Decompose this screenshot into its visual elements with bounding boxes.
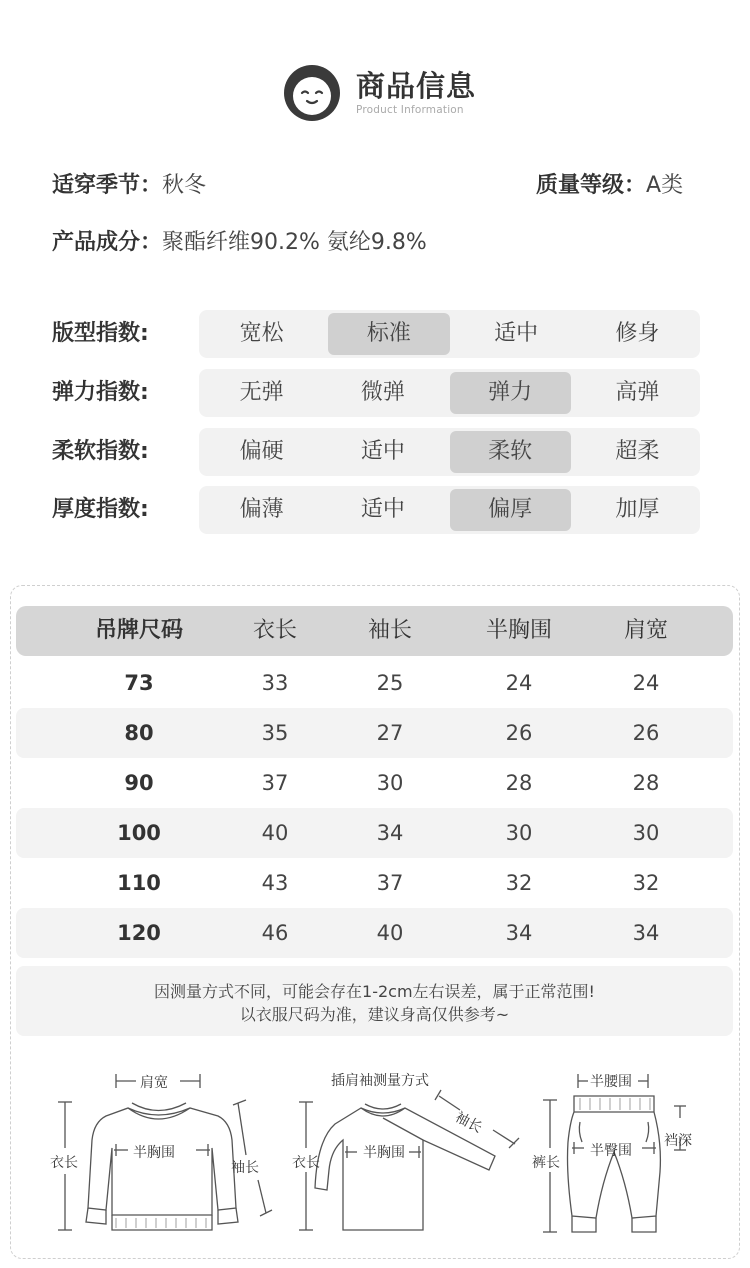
note-line-1: 因测量方式不同，可能会存在1-2cm左右误差，属于正常范围! (154, 982, 595, 1001)
section-header (284, 62, 476, 124)
table-cell: 28 (632, 771, 660, 795)
sweater-sleeve-label: 袖长 (231, 1160, 259, 1176)
pants-rise-label: 裆深 (664, 1133, 692, 1149)
index-row (52, 369, 700, 417)
index-option: 加厚 (615, 497, 660, 522)
table-row (16, 908, 733, 958)
table-header-cell: 肩宽 (623, 618, 669, 643)
table-cell: 80 (124, 721, 154, 745)
season-key: 适穿季节： (52, 173, 163, 198)
table-header-cell: 吊牌尺码 (94, 618, 184, 643)
table-cell: 90 (124, 771, 154, 795)
table-cell: 30 (505, 821, 533, 845)
table-cell: 73 (124, 671, 154, 695)
index-row (52, 486, 700, 534)
index-label: 厚度指数: (52, 497, 149, 522)
table-row (16, 658, 733, 708)
table-cell: 34 (376, 821, 404, 845)
grade-info (536, 171, 683, 201)
pants-waist-label: 半腰围 (590, 1074, 632, 1090)
raglan-title-label: 插肩袖测量方式 (331, 1073, 429, 1089)
index-option: 高弹 (615, 380, 660, 405)
table-cell: 120 (117, 921, 161, 945)
sweater-shoulder-label: 肩宽 (140, 1075, 168, 1091)
table-cell: 34 (505, 921, 533, 945)
material-key: 产品成分： (52, 230, 163, 255)
material-value: 聚酯纤维90.2% 氨纶9.8% (162, 230, 427, 255)
table-row (16, 758, 733, 808)
index-row (52, 428, 700, 476)
table-cell: 28 (505, 771, 533, 795)
table-cell: 40 (376, 921, 404, 945)
measurement-note (16, 966, 733, 1036)
index-label: 版型指数: (52, 321, 149, 346)
index-option-selected: 标准 (328, 313, 449, 355)
table-cell: 30 (632, 821, 660, 845)
table-cell: 26 (505, 721, 533, 745)
raglan-sleeve-label: 袖长 (452, 1109, 485, 1137)
table-cell: 46 (261, 921, 289, 945)
pants-length-label: 裤长 (532, 1155, 560, 1171)
table-cell: 35 (261, 721, 289, 745)
table-row (16, 858, 733, 908)
table-cell: 26 (632, 721, 660, 745)
index-option: 适中 (360, 497, 405, 522)
index-option: 偏硬 (239, 439, 284, 464)
index-options (199, 428, 700, 476)
table-cell: 33 (261, 671, 289, 695)
sweater-chest-label: 半胸围 (133, 1145, 175, 1161)
index-option: 偏薄 (239, 497, 284, 522)
table-cell: 100 (117, 821, 161, 845)
index-option-selected: 偏厚 (450, 489, 571, 531)
table-cell: 43 (261, 871, 289, 895)
index-option-selected: 弹力 (450, 372, 571, 414)
index-options (199, 369, 700, 417)
season-value: 秋冬 (162, 173, 207, 198)
table-cell: 34 (632, 921, 660, 945)
raglan-chest-label: 半胸围 (363, 1145, 405, 1161)
table-cell: 37 (376, 871, 404, 895)
section-subtitle: Product Information (356, 104, 464, 116)
material-info (52, 228, 427, 258)
table-cell: 24 (505, 671, 533, 695)
table-cell: 37 (261, 771, 289, 795)
index-option: 适中 (360, 439, 405, 464)
table-cell: 32 (632, 871, 660, 895)
index-option: 微弹 (360, 380, 405, 405)
note-line-2: 以衣服尺码为准，建议身高仅供参考~ (239, 1005, 510, 1024)
index-option: 修身 (615, 321, 660, 346)
raglan-diagram (295, 1090, 525, 1240)
table-header-cell: 半胸围 (485, 618, 553, 643)
index-options (199, 310, 700, 358)
index-options (199, 486, 700, 534)
table-cell: 110 (117, 871, 161, 895)
index-label: 柔软指数: (52, 439, 149, 464)
section-title: 商品信息 (356, 69, 477, 103)
index-option: 超柔 (615, 439, 660, 464)
index-option-selected: 柔软 (450, 431, 571, 473)
grade-value: A类 (646, 173, 684, 198)
index-option: 适中 (494, 321, 539, 346)
raglan-length-label: 衣长 (292, 1155, 320, 1171)
table-header-cell: 衣长 (252, 618, 298, 643)
index-label: 弹力指数: (52, 380, 149, 405)
size-table-header (16, 606, 733, 656)
table-row (16, 708, 733, 758)
index-row (52, 310, 700, 358)
index-option: 宽松 (239, 321, 284, 346)
table-cell: 24 (632, 671, 660, 695)
grade-key: 质量等级： (536, 173, 647, 198)
table-header-cell: 袖长 (367, 618, 413, 643)
table-cell: 32 (505, 871, 533, 895)
table-cell: 40 (261, 821, 289, 845)
season-info (52, 171, 206, 201)
index-option: 无弹 (239, 380, 284, 405)
table-row (16, 808, 733, 858)
sweater-length-label: 衣长 (50, 1155, 78, 1171)
table-cell: 27 (376, 721, 404, 745)
table-cell: 30 (376, 771, 404, 795)
table-cell: 25 (376, 671, 404, 695)
smiley-face-icon (284, 65, 340, 121)
pants-hip-label: 半臀围 (590, 1143, 632, 1159)
